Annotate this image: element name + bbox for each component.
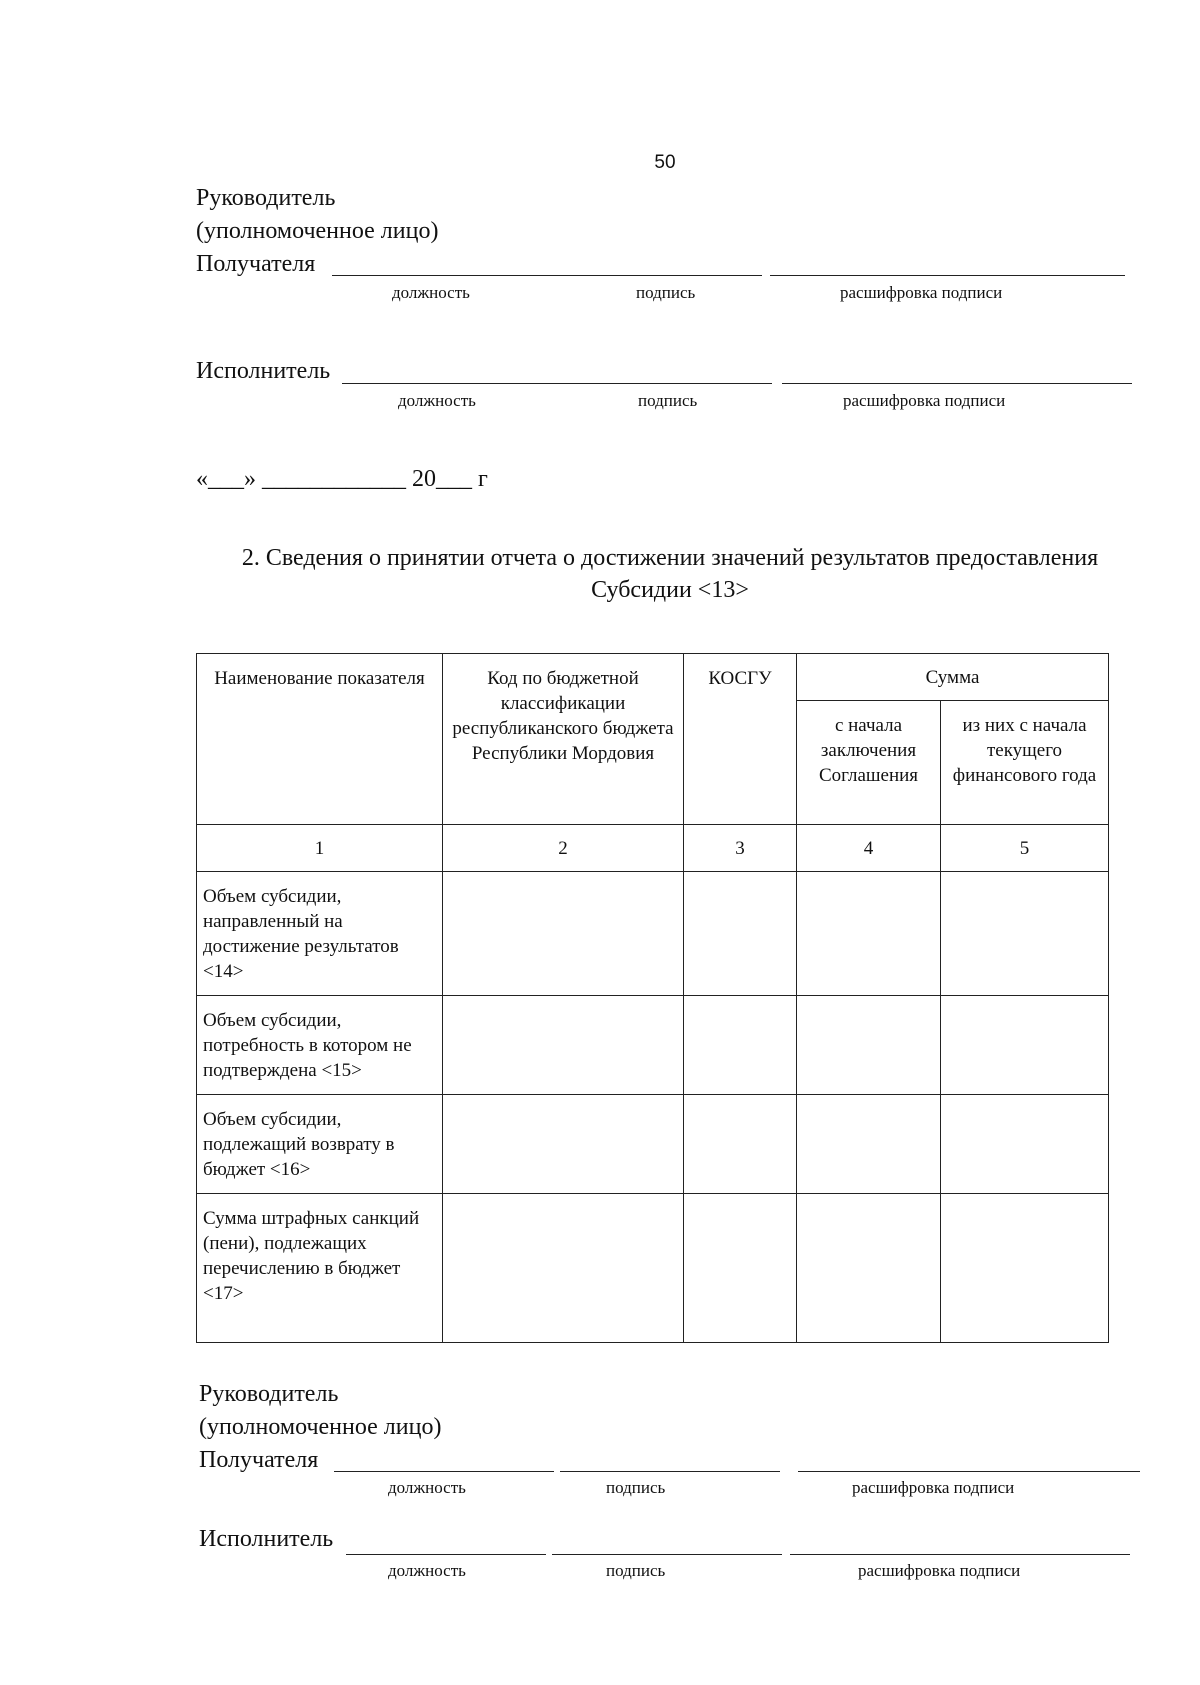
row-label: Сумма штрафных санкций (пени), подлежащих перечислению в бюджет <17> bbox=[197, 1194, 443, 1343]
bottom-head-signature-line[interactable] bbox=[560, 1471, 780, 1472]
section-heading-line2: Субсидии <13> bbox=[591, 577, 749, 603]
head-title-line1: Руководитель bbox=[196, 185, 336, 211]
executor-decoding-caption: расшифровка подписи bbox=[843, 391, 1006, 410]
bottom-executor-signature-line[interactable] bbox=[552, 1554, 782, 1555]
bottom-head-signature-caption: подпись bbox=[606, 1478, 666, 1497]
header-sum-current-year: из них с начала текущего финансового года bbox=[941, 701, 1109, 825]
cell-budget-code[interactable] bbox=[443, 1095, 684, 1194]
cell-sum-current-year[interactable] bbox=[941, 1194, 1109, 1343]
bottom-head-title-line2: (уполномоченное лицо) bbox=[199, 1414, 442, 1440]
bottom-executor-label: Исполнитель bbox=[199, 1526, 334, 1552]
cell-sum-since-agreement[interactable] bbox=[797, 1194, 941, 1343]
header-sum-since-agreement: с начала заключения Соглашения bbox=[797, 701, 941, 825]
executor-position-line[interactable] bbox=[342, 383, 772, 384]
head-signature-caption: подпись bbox=[636, 283, 696, 302]
bottom-head-title-line3: Получателя bbox=[199, 1447, 319, 1473]
executor-signature-caption: подпись bbox=[638, 391, 698, 410]
cell-sum-since-agreement[interactable] bbox=[797, 996, 941, 1095]
column-number-4: 4 bbox=[797, 825, 941, 872]
cell-kosgu[interactable] bbox=[684, 1095, 797, 1194]
cell-sum-current-year[interactable] bbox=[941, 996, 1109, 1095]
cell-sum-current-year[interactable] bbox=[941, 872, 1109, 996]
header-budget-code: Код по бюджетной классификации республиканского бюджета Республики Мордовия bbox=[443, 654, 684, 825]
section-heading-line1: 2. Сведения о принятии отчета о достижении значений результатов предоставления bbox=[241, 545, 1099, 571]
row-label: Объем субсидии, подлежащий возврату в бюджет <16> bbox=[197, 1095, 443, 1194]
header-indicator: Наименование показателя bbox=[197, 654, 443, 825]
column-number-3: 3 bbox=[684, 825, 797, 872]
executor-signature-line[interactable] bbox=[782, 383, 1132, 384]
header-sum: Сумма bbox=[797, 654, 1109, 701]
cell-budget-code[interactable] bbox=[443, 872, 684, 996]
column-number-1: 1 bbox=[197, 825, 443, 872]
cell-sum-since-agreement[interactable] bbox=[797, 1095, 941, 1194]
table-row bbox=[197, 872, 1109, 996]
executor-position-caption: должность bbox=[398, 391, 476, 410]
cell-sum-since-agreement[interactable] bbox=[797, 872, 941, 996]
bottom-head-decoding-caption: расшифровка подписи bbox=[852, 1478, 1015, 1497]
cell-budget-code[interactable] bbox=[443, 1194, 684, 1343]
cell-kosgu[interactable] bbox=[684, 1194, 797, 1343]
report-acceptance-table bbox=[196, 653, 1109, 1343]
head-title-line3: Получателя bbox=[196, 251, 316, 277]
bottom-executor-decoding-caption: расшифровка подписи bbox=[858, 1561, 1021, 1580]
bottom-head-title-line1: Руководитель bbox=[199, 1381, 339, 1407]
cell-budget-code[interactable] bbox=[443, 996, 684, 1095]
bottom-executor-position-line[interactable] bbox=[346, 1554, 546, 1555]
bottom-head-position-line[interactable] bbox=[334, 1471, 554, 1472]
page-number: 50 bbox=[654, 152, 676, 173]
table-row bbox=[197, 1194, 1109, 1343]
cell-kosgu[interactable] bbox=[684, 872, 797, 996]
head-title-line2: (уполномоченное лицо) bbox=[196, 218, 439, 244]
head-decoding-caption: расшифровка подписи bbox=[840, 283, 1003, 302]
table-row bbox=[197, 996, 1109, 1095]
section-heading bbox=[190, 542, 1150, 606]
bottom-executor-signature-caption: подпись bbox=[606, 1561, 666, 1580]
table-row bbox=[197, 1095, 1109, 1194]
executor-label: Исполнитель bbox=[196, 358, 331, 384]
bottom-head-position-caption: должность bbox=[388, 1478, 466, 1497]
head-position-line[interactable] bbox=[332, 275, 762, 276]
head-position-caption: должность bbox=[392, 283, 470, 302]
cell-sum-current-year[interactable] bbox=[941, 1095, 1109, 1194]
bottom-executor-position-caption: должность bbox=[388, 1561, 466, 1580]
header-kosgu: КОСГУ bbox=[684, 654, 797, 825]
column-number-5: 5 bbox=[941, 825, 1109, 872]
row-label: Объем субсидии, потребность в котором не подтверждена <15> bbox=[197, 996, 443, 1095]
cell-kosgu[interactable] bbox=[684, 996, 797, 1095]
bottom-head-decoding-line[interactable] bbox=[798, 1471, 1140, 1472]
row-label: Объем субсидии, направленный на достижение результатов <14> bbox=[197, 872, 443, 996]
head-signature-line[interactable] bbox=[770, 275, 1125, 276]
column-number-2: 2 bbox=[443, 825, 684, 872]
bottom-executor-decoding-line[interactable] bbox=[790, 1554, 1130, 1555]
date-line[interactable]: «___» ____________ 20___ г bbox=[196, 466, 488, 492]
